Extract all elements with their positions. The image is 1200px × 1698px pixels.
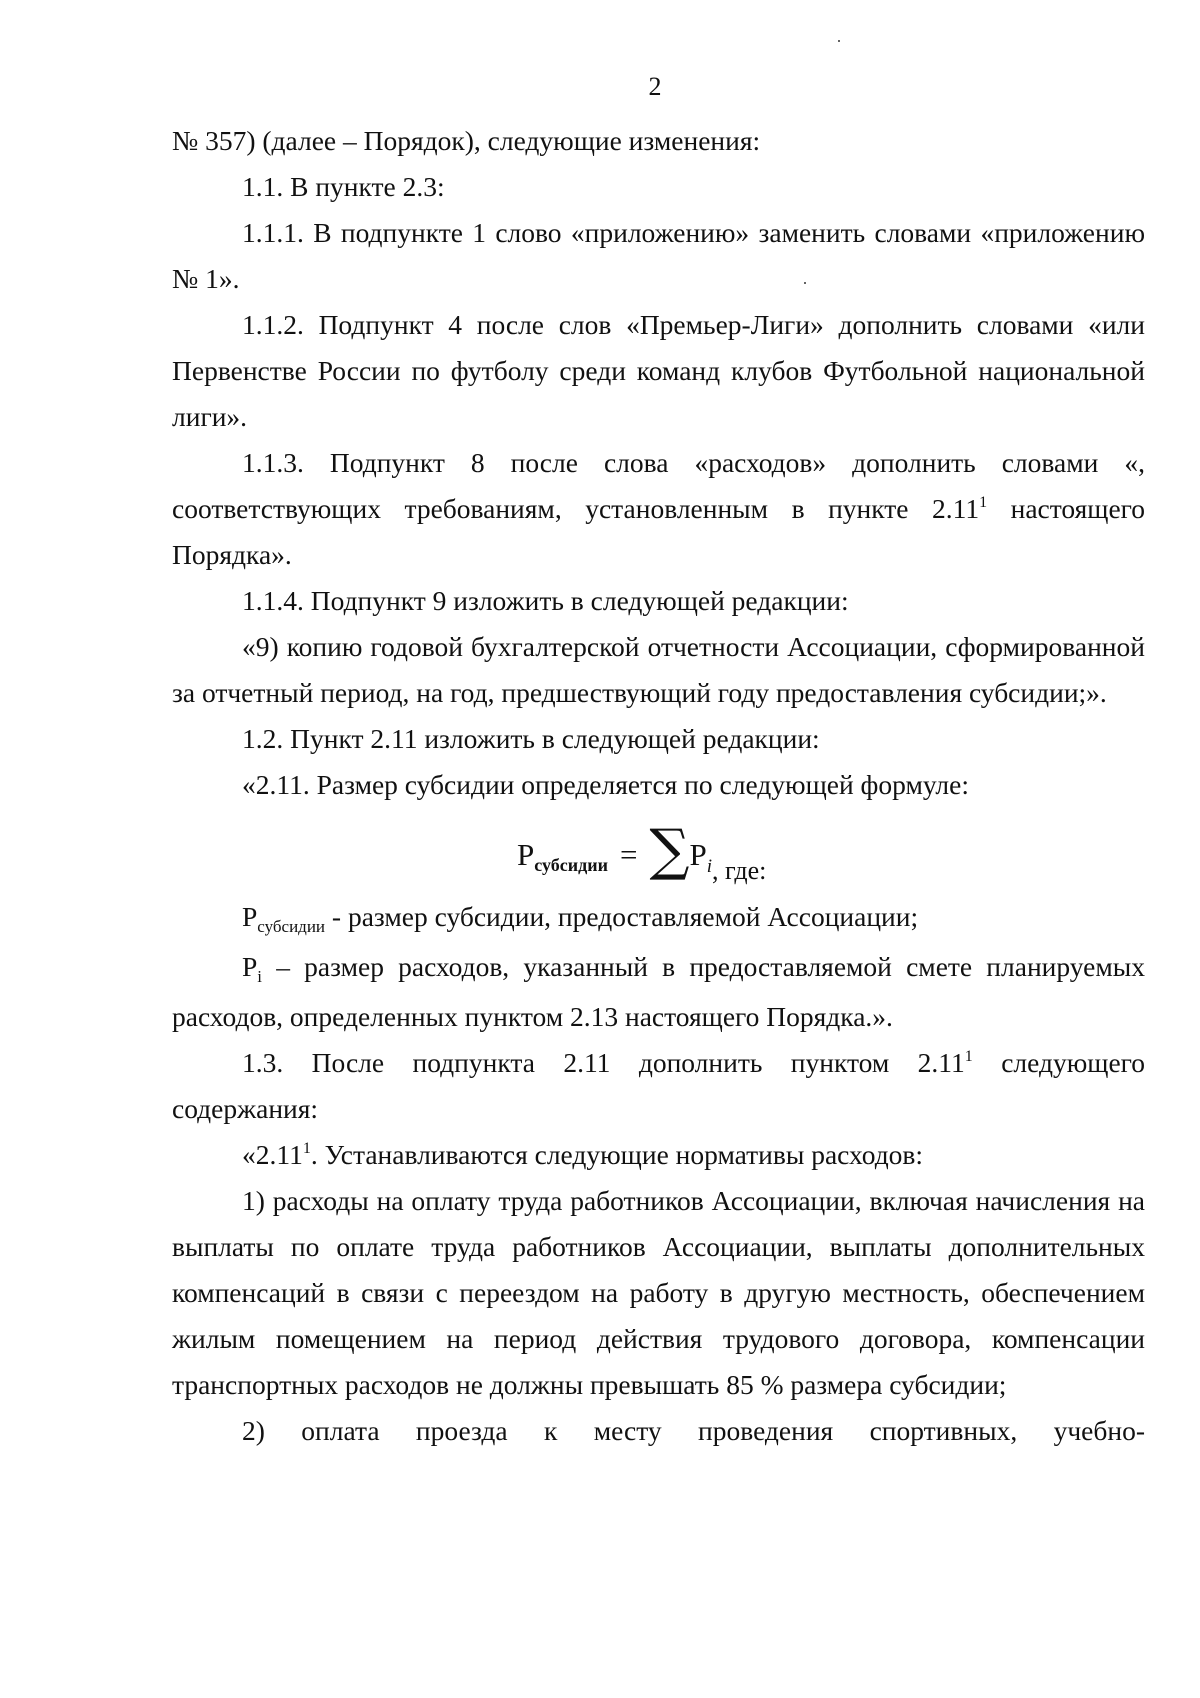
paragraph: «9) копию годовой бухгалтерской отчетности Ассоциации, сформированной за отчетный период, на год, предшествующий году предоставления субсидии;». [172,631,1145,708]
formula-lhs-subscript: субсидии [534,855,608,875]
formula-equals: = [619,837,638,872]
paragraph: 1.1. В пункте 2.3: [242,171,445,202]
document-body [172,118,1145,1454]
scan-speck [838,40,840,42]
paragraph-text: . Устанавливаются следующие нормативы расходов: [310,1139,924,1170]
paragraph [172,1132,1145,1178]
formula-term: P [689,837,707,872]
variable-subscript: субсидии [257,917,326,936]
superscript: 1 [302,1140,311,1157]
superscript: 1 [979,494,988,511]
variable-symbol: P [242,901,258,932]
paragraph-text: - размер субсидии, предоставляемой Ассоциации; [325,901,919,932]
paragraph-text: настоящего Порядка». [172,493,1145,570]
paragraph [172,894,1145,944]
paragraph: 1.1.2. Подпункт 4 после слов «Премьер-Лиги» дополнить словами «или Первенстве России по футболу среди команд клубов Футбольной национальной лиги». [172,309,1145,432]
paragraph: «2.11. Размер субсидии определяется по следующей формуле: [242,769,969,800]
variable-symbol: P [242,951,258,982]
paragraph-text: – размер расходов, указанный в предоставляемой смете планируемых расходов, определенных пунктом 2.13 настоящего Порядка.». [172,951,1145,1032]
paragraph [172,1040,1145,1132]
sum-symbol: ∑ [649,818,690,883]
paragraph: 2) оплата проезда к месту проведения спортивных, учебно- [242,1415,1145,1446]
paragraph: № 357) (далее – Порядок), следующие изменения: [172,125,761,156]
formula-lhs: P [517,837,535,872]
variable-subscript: i [257,967,263,986]
paragraph: 1) расходы на оплату труда работников Ассоциации, включая начисления на выплаты по оплате труда работников Ассоциации, выплаты дополнительных компенсаций в связи с переездом на работу в другую местность, обеспечением жилым помещением на период действия трудового договора, компенсации транспортных расходов не должны превышать 85 % размера субсидии; [172,1185,1145,1400]
paragraph: 1.1.4. Подпункт 9 изложить в следующей редакции: [242,585,849,616]
subsidy-formula [172,808,1145,894]
formula-term-subscript: i [706,856,712,877]
page-number: 2 [648,72,662,101]
paragraph-text: 1.1.3. Подпункт 8 после слова «расходов» дополнить словами «, соответствующих требованиям, установленным в пункте 2.11 [172,447,1145,524]
superscript: 1 [964,1048,973,1065]
paragraph [172,944,1145,1040]
paragraph-text: следующего содержания: [172,1047,1145,1124]
paragraph: 1.1.1. В подпункте 1 слово «приложению» заменить словами «приложению № 1». [172,217,1145,294]
formula-where: , где: [711,856,767,885]
paragraph-text: 1.3. После подпункта 2.11 дополнить пунктом 2.11 [242,1047,965,1078]
paragraph: 1.2. Пункт 2.11 изложить в следующей редакции: [242,723,820,754]
paragraph [172,440,1145,578]
paragraph-text: «2.11 [242,1139,303,1170]
